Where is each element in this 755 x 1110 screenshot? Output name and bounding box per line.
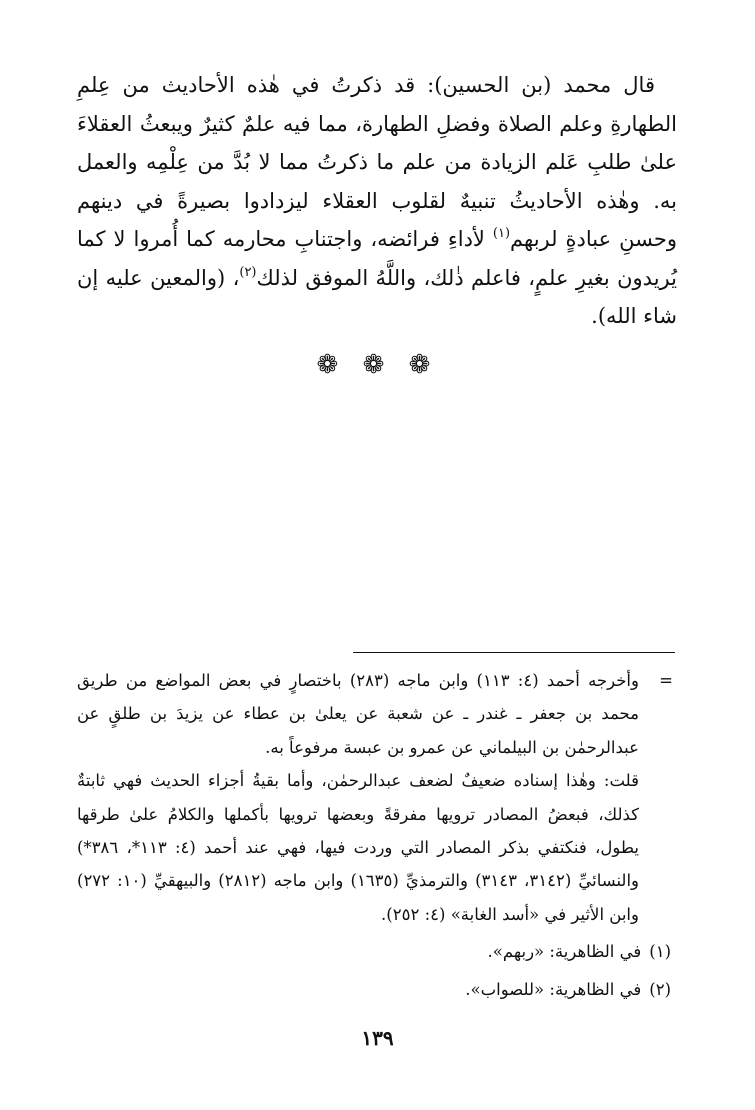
footnote-line: طلقٍ عن عبدالرحمٰن بن البيلماني عن عمرو بن عبسة مرفوعاً به. (77, 704, 639, 757)
main-line: كما يُريدون بغيرِ علمٍ، فاعلم ذٰلك، واللَّهُ الموفق لذلك (77, 227, 677, 290)
footnote-text: في الظاهرية: «للصواب». (465, 979, 642, 999)
footnote-paragraph (77, 664, 639, 764)
page-number: ١٣٩ (361, 1026, 394, 1050)
main-line: ، (والمعين (150, 265, 240, 290)
main-text-block (77, 66, 677, 336)
continuation-mark: = (659, 671, 673, 690)
main-line: به. وهٰذه الأحاديثُ تنبيهٌ لقلوب العقلاء ليزدادوا بصيرةً في دينهم (77, 188, 677, 213)
footnote-line: طريق محمد بن جعفر ـ غندر ـ عن شعبة عن يعلىٰ بن عطاء عن يزيدَ بن (77, 671, 639, 724)
main-line: قال محمد (بن الحسين): قد ذكرتُ في هٰذه الأحاديث من عِلمِ (77, 73, 655, 97)
footnote-line: (٢٨١٢) والبيهقيِّ (١٠: ٢٧٢) وابن الأثير في «أسد الغابة» (٤: ٢٥٢). (77, 871, 639, 924)
footnote-line: وأخرجه أحمد (٤: ١١٣) وابن ماجه (٢٨٣) باختصارٍ في بعض المواضع من (125, 671, 639, 690)
main-line: لأداءِ فرائضه، واجتنابِ محارمه كما أُمروا لا (113, 227, 493, 251)
footnote-line: ١١٣*، ٣٨٦*) والنسائيِّ (٣١٤٢، ٣١٤٣) والترمذيِّ (١٦٣٥) وابن ماجه (77, 838, 640, 891)
footnote-ref-1[interactable]: (١) (492, 226, 511, 241)
footnote-continued (77, 664, 675, 931)
footnotes-block (77, 664, 675, 1006)
footnote-paragraph (77, 764, 639, 931)
footnote-number: (٢) (649, 979, 671, 999)
footnote-line: قلت: وهٰذا إسناده ضعيفٌ لضعف عبدالرحمٰن، وأما بقيةُ أجزاء الحديث فهي (113, 771, 639, 791)
footnote-number: (١) (649, 942, 671, 962)
footnote-text: في الظاهرية: «ربهم». (487, 942, 642, 962)
footnote-ref-2[interactable]: (٢) (239, 264, 257, 280)
footnote-divider (353, 652, 675, 653)
footnote-line: طرقها يطول، فنكتفي بذكر المصادر التي وردت فيها، فهي عند أحمد (٤: (77, 804, 639, 858)
main-line: وحسنِ عبادةٍ لربهم (510, 227, 677, 251)
main-line: الطهارةِ وعلم الصلاة وفضلِ الطهارة، مما فيه علمٌ كثيرٌ ويبعثُ العقلاءَ (77, 111, 677, 136)
main-line: علىٰ طلبِ عَلم الزيادة من علم ما ذكرتُ مما لا بُدَّ من عِلْمِه والعمل (77, 150, 677, 174)
section-separator-ornament: ❁ ❁ ❁ (316, 350, 439, 380)
footnote-1 (77, 935, 675, 968)
main-paragraph (77, 66, 677, 336)
main-line: عليه إن شاء الله). (77, 265, 677, 328)
footnote-2 (77, 973, 675, 1006)
footnote-line: ثابتةٌ كذلك، فبعضُ المصادر ترويها مفرقةً وبعضها ترويها بأكملها والكلامُ علىٰ (77, 771, 639, 824)
